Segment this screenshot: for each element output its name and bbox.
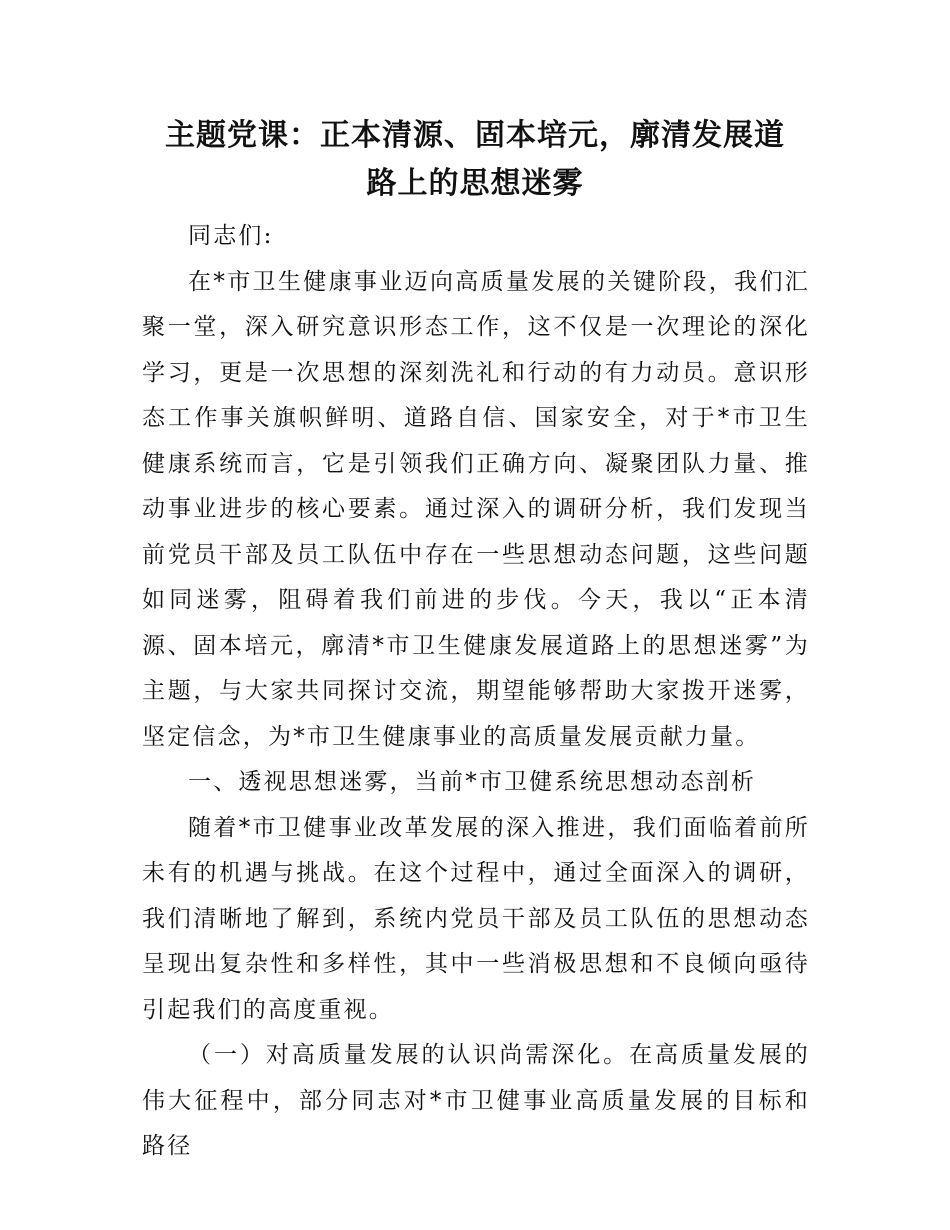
section-heading-1: 一、透视思想迷雾，当前*市卫健系统思想动态剖析 [188, 769, 757, 795]
section-1-paragraph: 随着*市卫健事业改革发展的深入推进，我们面临着前所未有的机遇与挑战。在这个过程中，通过全面深入的调研，我们清晰地了解到，系统内党员干部及员工队伍的思想动态呈现出复杂性和多样性，其中一些消极思想和不良倾向亟待引起我们的高度重视。 [142, 814, 810, 1023]
title-line-2: 路上的思想迷雾 [366, 166, 584, 201]
subsection-1-paragraph: （一）对高质量发展的认识尚需深化。在高质量发展的伟大征程中，部分同志对*市卫健事业高质量发展的目标和路径 [142, 1042, 810, 1159]
title-line-1: 主题党课：正本清源、固本培元，廓清发展道 [165, 118, 785, 153]
greeting-paragraph: 同志们: [188, 223, 274, 249]
document-title [130, 112, 820, 208]
intro-paragraph: 在*市卫生健康事业迈向高质量发展的关键阶段，我们汇聚一堂，深入研究意识形态工作，这不仅是一次理论的深化学习，更是一次思想的深刻洗礼和行动的有力动员。意识形态工作事关旗帜鲜明、道路自信、国家安全，对于*市卫生健康系统而言，它是引领我们正确方向、凝聚团队力量、推动事业进步的核心要素。通过深入的调研分析，我们发现当前党员干部及员工队伍中存在一些思想动态问题，这些问题如同迷雾，阻碍着我们前进的步伐。今天，我以“正本清源、固本培元，廓清*市卫生健康发展道路上的思想迷雾”为主题，与大家共同探讨交流，期望能够帮助大家拨开迷雾，坚定信念，为*市卫生健康事业的高质量发展贡献力量。 [142, 268, 810, 750]
document-body [142, 214, 810, 1170]
